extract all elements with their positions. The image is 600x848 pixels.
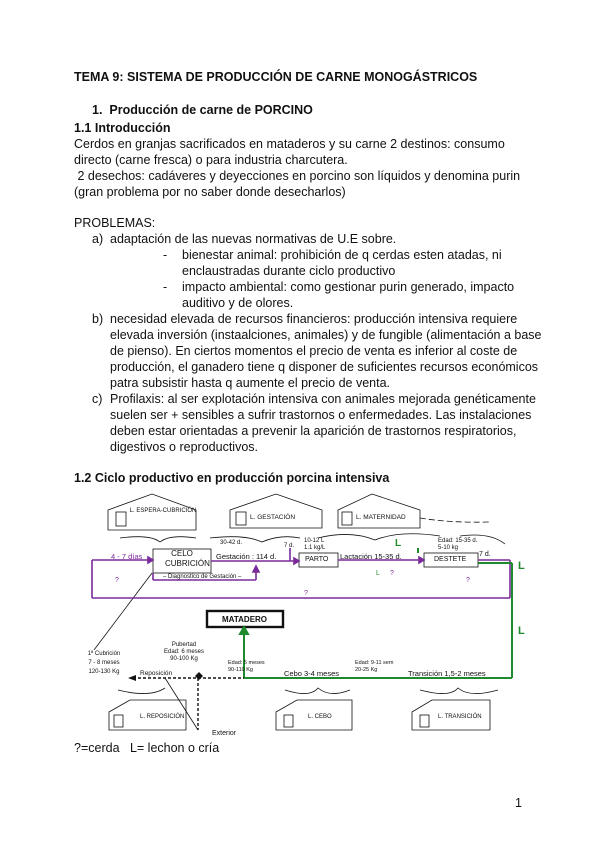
days-label: 7 d.	[479, 551, 491, 558]
section-title: Producción de carne de PORCINO	[109, 103, 313, 117]
list-item-line: suelen ser + sensibles a sufrir trastornos o enfermedades. Las instalaciones	[110, 408, 532, 422]
sow-marker: ?	[304, 590, 308, 597]
days-label: 7 d.	[284, 543, 295, 549]
lactacion-label: Lactación 15-35 d.	[340, 552, 402, 561]
dias-label: 4 - 7 días	[111, 552, 143, 561]
cebo-label: Cebo 3-4 meses	[284, 669, 340, 678]
list-item-line: digestivos o reproductivos.	[110, 440, 258, 454]
cycle-heading: 1.2 Ciclo productivo en producción porcina intensiva	[74, 471, 390, 485]
sub-item-line: auditivo y de olores.	[182, 296, 294, 310]
intro-line: directo (carne fresca) o para industria charcutera.	[74, 153, 348, 167]
house-gestacion	[230, 494, 322, 528]
house-maternidad	[338, 494, 420, 528]
list-item-line: elevada inversión (instaalciones, animales) y de fungible (alimentación a base	[110, 328, 542, 342]
intro-line: Cerdos en granjas sacrificados en mataderos y su carne 2 destinos: consumo	[74, 137, 505, 151]
pubertad-info: Pubertad Edad: 6 meses 90-100 Kg	[164, 642, 205, 662]
house-label: L. ESPERA-CUBRICIÓN	[129, 508, 197, 514]
bullet-dash: -	[163, 280, 168, 294]
parto-label: PARTO	[305, 556, 329, 563]
celo-label: CELO CUBRICIÓN	[165, 549, 210, 568]
sub-item-line: enclaustradas durante ciclo productivo	[182, 264, 396, 278]
reposicion-label: Reposición	[140, 670, 173, 677]
list-marker: a)	[92, 232, 104, 246]
piglet-marker: L	[518, 625, 525, 637]
piglet-marker: L	[376, 570, 380, 577]
list-marker: b)	[92, 312, 104, 326]
piglet-marker: L	[518, 560, 525, 572]
document-title: TEMA 9: SISTEMA DE PRODUCCIÓN DE CARNE MONOGÁSTRICOS	[74, 70, 478, 84]
list-item-line: Profilaxis: al ser explotación intensiva con animales mejorada genéticamente	[110, 392, 536, 406]
house-label: L. MATERNIDAD	[356, 514, 406, 521]
sow-marker: ?	[115, 577, 119, 584]
sow-marker: ?	[390, 570, 394, 577]
page-number: 1	[515, 796, 522, 810]
sow-marker: ?	[466, 577, 470, 584]
parto-info: 10-12 L 1.1 kg/L	[304, 538, 326, 551]
sub-item-line: impacto ambiental: como gestionar purin generado, impacto	[182, 280, 515, 294]
sub-item-line: bienestar animal: prohibición de q cerdas esten atadas, ni	[182, 248, 502, 262]
transicion-label: Transición 1,5-2 meses	[408, 669, 486, 678]
cebo-start-info: Edad: 5 meses 90-110 Kg	[228, 660, 265, 673]
exterior-label: Exterior	[212, 730, 237, 737]
intro-line: (gran problema por no saber donde desecharlos)	[74, 185, 346, 199]
transicion-edad: Edad: 9-11 sem 20-25 Kg	[355, 660, 394, 673]
matadero-label: MATADERO	[222, 615, 268, 624]
diagram-legend: ?=cerda L= lechon o cría	[74, 741, 220, 755]
house-label: L. GESTACIÓN	[250, 514, 296, 521]
intro-heading: 1.1 Introducción	[74, 121, 171, 135]
cubricion-info: 1ª Cubrición 7 - 8 meses 120-130 Kg	[87, 651, 121, 675]
destete-label: DESTETE	[434, 556, 467, 563]
house-label: L. TRANSICIÓN	[438, 714, 482, 720]
piglet-marker: L	[395, 538, 402, 549]
house-label: L. CEBO	[308, 714, 332, 720]
diagnostico-label: – Diagnostico de Gestación –	[163, 574, 242, 580]
section-number: 1.	[92, 103, 103, 117]
list-item-line: necesidad elevada de recursos financieros: producción intensiva requiere	[110, 312, 518, 326]
house-label: L. REPOSICIÓN	[140, 714, 185, 720]
problems-heading: PROBLEMAS:	[74, 216, 156, 230]
list-item-line: producción, el ganadero tiene q disponer de suficientes recursos económicos	[110, 360, 539, 374]
list-marker: c)	[92, 392, 103, 406]
destete-info: Edad: 15-35 d. 5-10 kg	[438, 538, 478, 551]
days-label: 30-42 d.	[220, 540, 243, 546]
list-item-line: deben estar orientadas a prevenir la aparición de trastornos respiratorios,	[110, 424, 517, 438]
list-item: adaptación de las nuevas normativas de U.E sobre.	[110, 232, 397, 246]
intro-line: 2 desechos: cadáveres y deyecciones en porcino son líquidos y denomina purin	[74, 169, 521, 183]
list-item-line: de pienso). En ciertos momentos el precio de venta es inferior al coste de	[110, 344, 518, 358]
bullet-dash: -	[163, 248, 168, 262]
list-item-line: patra subsistir hasta q aumente el precio de venta.	[110, 376, 391, 390]
gestacion-label: Gestación : 114 d.	[216, 552, 277, 561]
